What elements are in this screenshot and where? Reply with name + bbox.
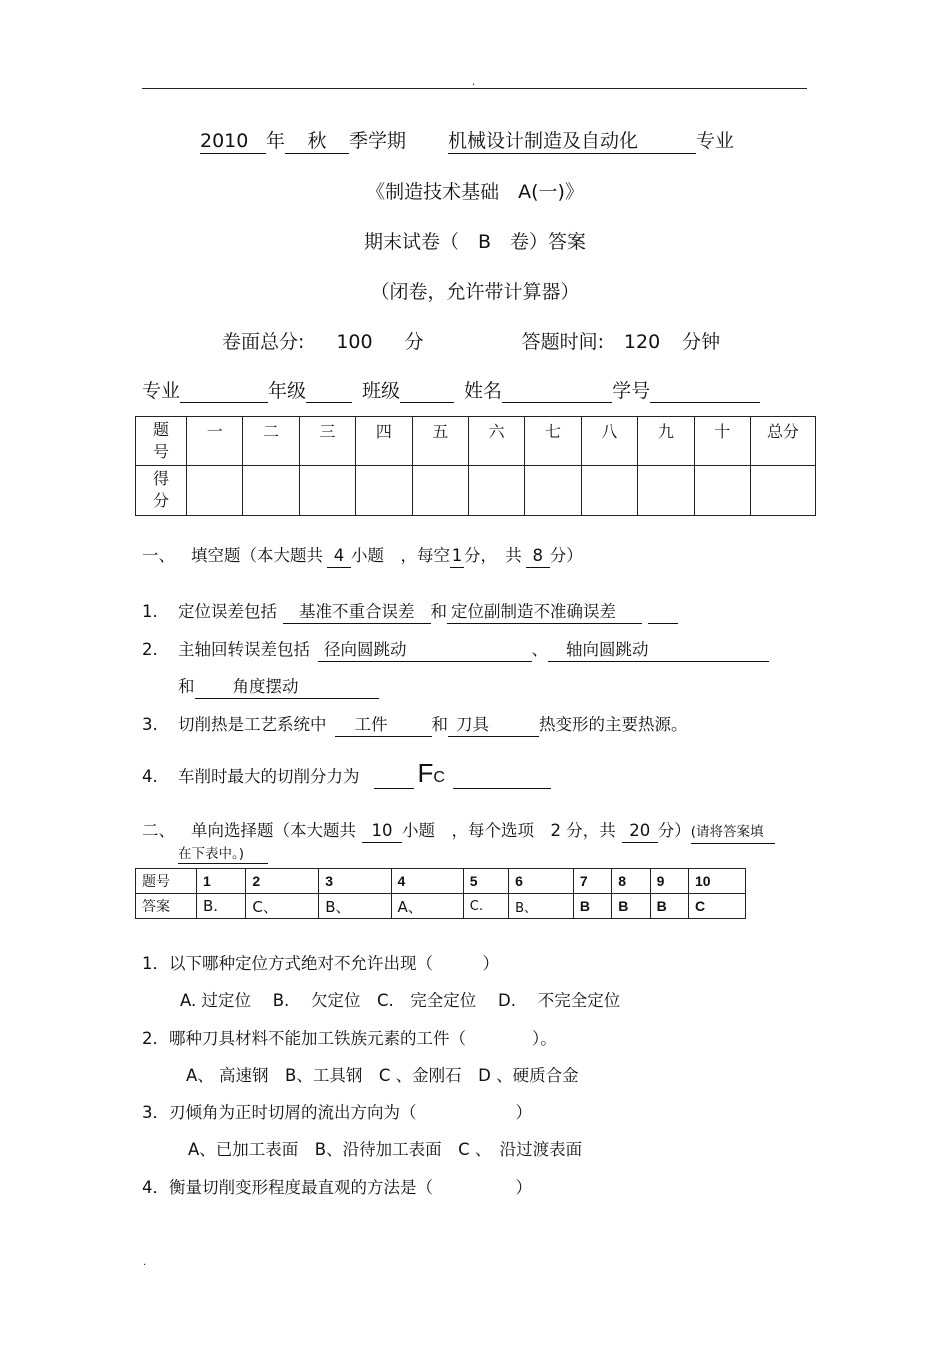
score-cell[interactable]	[412, 466, 468, 516]
section2-count: 10	[362, 820, 402, 843]
answer-table-cell: B、	[319, 894, 391, 919]
section1-heading	[142, 545, 583, 568]
answer-table	[135, 868, 746, 919]
title-year-word: 年	[266, 130, 286, 152]
choice-options-3: A、已加工表面 B、沿待加工表面 C 、 沿过渡表面	[188, 1140, 583, 1159]
section1-title-d: 分）	[549, 546, 583, 565]
answer-table-number: 9	[650, 869, 688, 894]
section1-num: 一、	[142, 546, 175, 565]
fill-question-2-cont	[178, 676, 379, 699]
time-value: 120	[623, 331, 661, 353]
student-info-line	[142, 379, 760, 403]
answer-table-number: 7	[573, 869, 611, 894]
section2-note-line2	[178, 846, 268, 864]
score-unit: 分	[404, 331, 424, 353]
answer-table-number: 3	[319, 869, 391, 894]
title-major-word: 专业	[696, 130, 735, 152]
section2-title-c: 分）	[657, 821, 691, 840]
section2-num: 二、	[142, 821, 175, 840]
choice-question-4: 4．衡量切削变形程度最直观的方法是（ ）	[142, 1178, 532, 1197]
field-major-label: 专业	[142, 380, 181, 402]
score-cell[interactable]	[525, 466, 581, 516]
score-header: 一	[187, 417, 243, 466]
score-cell[interactable]	[356, 466, 412, 516]
answer-table-cell: C、	[246, 894, 319, 919]
field-name-label: 姓名	[464, 380, 503, 402]
score-cell[interactable]	[299, 466, 355, 516]
answer-text: 刀具	[456, 715, 489, 734]
course-title: 《制造技术基础 A(一)》	[366, 181, 584, 203]
exam-type: 期末试卷（ B 卷）答案	[363, 231, 587, 253]
fill-question-2	[142, 639, 769, 662]
score-cell[interactable]	[581, 466, 637, 516]
question-number: 3.	[142, 715, 158, 734]
answer-blank	[318, 639, 532, 662]
footer-dot: .	[143, 1257, 147, 1268]
answer-table-cell: B、	[509, 894, 574, 919]
choice-question-3: 3．刃倾角为正时切屑的流出方向为（ ）	[142, 1103, 532, 1122]
section1-count: 4	[327, 545, 351, 568]
score-header: 十	[694, 417, 750, 466]
time-unit: 分钟	[682, 331, 721, 353]
answer-table-number: 4	[391, 869, 463, 894]
score-header: 七	[525, 417, 581, 466]
answer-text: 基准不重合误差	[299, 602, 415, 621]
score-cell[interactable]	[187, 466, 243, 516]
answer-table-cell: B	[650, 894, 688, 919]
question-number: 1.	[142, 602, 158, 621]
answer-text: 工件	[354, 715, 388, 734]
answer-table-label: 题号	[136, 869, 197, 894]
answer-table-cell: A、	[391, 894, 463, 919]
totals-line	[222, 330, 720, 354]
section1-title-c: 分， 共	[464, 546, 522, 565]
score-cell[interactable]	[638, 466, 694, 516]
fill-question-4	[142, 758, 551, 789]
answer-table-cell: B	[573, 894, 611, 919]
answer-blank	[448, 714, 539, 737]
score-header: 八	[581, 417, 637, 466]
answer-table-number: 5	[463, 869, 508, 894]
title-year: 2010	[200, 129, 266, 154]
score-header: 五	[412, 417, 468, 466]
exam-rules: （闭卷，允许带计算器）	[370, 281, 580, 303]
section1-title-b: 小题 ，每空	[351, 546, 450, 565]
title-semester: 季学期	[349, 130, 407, 152]
question-text: 和	[430, 602, 447, 621]
answer-blank	[374, 766, 414, 789]
header-rule	[142, 88, 807, 89]
score-cell[interactable]	[468, 466, 524, 516]
question-text: 车削时最大的切削分力为	[178, 767, 360, 786]
question-text: 和	[178, 677, 195, 696]
answer-table-number: 1	[197, 869, 246, 894]
section2-note-1: (请将答案填	[691, 821, 775, 844]
fill-question-3	[142, 714, 688, 737]
section2-title-b: 小题 ，每个选项 2 分，共	[402, 821, 616, 840]
section2-note-2: 在下表中。)	[178, 846, 268, 864]
answer-blank	[283, 601, 431, 624]
answer-table-number: 10	[689, 869, 746, 894]
choice-options-1: A. 过定位 B. 欠定位 C. 完全定位 D. 不完全定位	[180, 991, 621, 1010]
choice-question-2: 2．哪种刀具材料不能加工铁族元素的工件（ ）。	[142, 1029, 557, 1048]
score-header: 六	[468, 417, 524, 466]
score-table-row2-label: 得 分	[136, 466, 187, 516]
answer-force-symbol: F	[417, 758, 434, 788]
score-cell[interactable]	[694, 466, 750, 516]
score-header: 九	[638, 417, 694, 466]
question-text: 切削热是工艺系统中	[178, 715, 327, 734]
answer-table-number: 2	[246, 869, 319, 894]
answer-text: 角度摆动	[232, 677, 299, 696]
answer-table-number: 8	[612, 869, 650, 894]
question-text: 主轴回转误差包括	[178, 640, 310, 659]
question-number: 2.	[142, 640, 158, 659]
answer-blank	[548, 639, 769, 662]
title-major-name: 机械设计制造及自动化	[448, 129, 696, 154]
answer-table-cell: B.	[197, 894, 246, 919]
section1-total: 8	[526, 545, 550, 568]
answer-table-cell: C	[689, 894, 746, 919]
answer-text: 定位副制造不准确误差	[451, 602, 616, 621]
field-grade-label: 年级	[268, 380, 307, 402]
header-dot: .	[472, 77, 476, 88]
question-text: 和	[431, 715, 448, 734]
section2-title-a: 单向选择题（本大题共	[191, 821, 356, 840]
score-label: 卷面总分:	[222, 331, 305, 353]
field-grade-blank[interactable]	[306, 380, 352, 403]
score-header: 四	[356, 417, 412, 466]
time-label: 答题时间:	[521, 331, 605, 353]
answer-blank	[335, 714, 432, 737]
section2-total: 20	[622, 820, 658, 843]
score-header: 三	[299, 417, 355, 466]
answer-table-cell: B	[612, 894, 650, 919]
title-season: 秋	[285, 129, 349, 154]
answer-blank-tail	[453, 766, 551, 789]
title-line	[200, 129, 734, 154]
answer-force-subscript: C	[433, 769, 445, 786]
choice-question-1: 1．以下哪种定位方式绝对不允许出现（ ）	[142, 954, 499, 973]
score-value: 100	[336, 331, 373, 353]
answer-text: 径向圆跳动	[324, 640, 407, 659]
field-major-blank[interactable]	[180, 380, 268, 403]
field-class-blank[interactable]	[400, 380, 454, 403]
field-class-label: 班级	[362, 380, 401, 402]
score-header: 二	[243, 417, 299, 466]
field-id-label: 学号	[612, 380, 651, 402]
answer-table-label: 答案	[136, 894, 197, 919]
section1-title-a: 填空题（本大题共	[191, 546, 323, 565]
score-table-row1-label: 题 号	[136, 417, 187, 466]
question-number: 4.	[142, 767, 158, 786]
section2-heading	[142, 820, 775, 844]
answer-formula	[418, 758, 445, 788]
section1-per: 1	[450, 545, 464, 568]
question-text: 、	[531, 640, 548, 659]
answer-blank	[447, 601, 642, 624]
answer-blank-tail	[648, 601, 678, 624]
score-table	[135, 416, 816, 516]
field-name-blank[interactable]	[502, 380, 612, 403]
answer-table-cell: C.	[463, 894, 508, 919]
question-text: 热变形的主要热源。	[539, 715, 688, 734]
field-id-blank[interactable]	[650, 380, 760, 403]
choice-options-2: A、 高速钢 B、工具钢 C 、金刚石 D 、硬质合金	[186, 1066, 579, 1085]
fill-question-1	[142, 601, 678, 624]
score-header-total: 总分	[751, 417, 816, 466]
score-cell-total[interactable]	[751, 466, 816, 516]
answer-table-number: 6	[509, 869, 574, 894]
score-cell[interactable]	[243, 466, 299, 516]
answer-text: 轴向圆跳动	[566, 640, 649, 659]
question-text: 定位误差包括	[178, 602, 277, 621]
answer-blank	[195, 676, 379, 699]
